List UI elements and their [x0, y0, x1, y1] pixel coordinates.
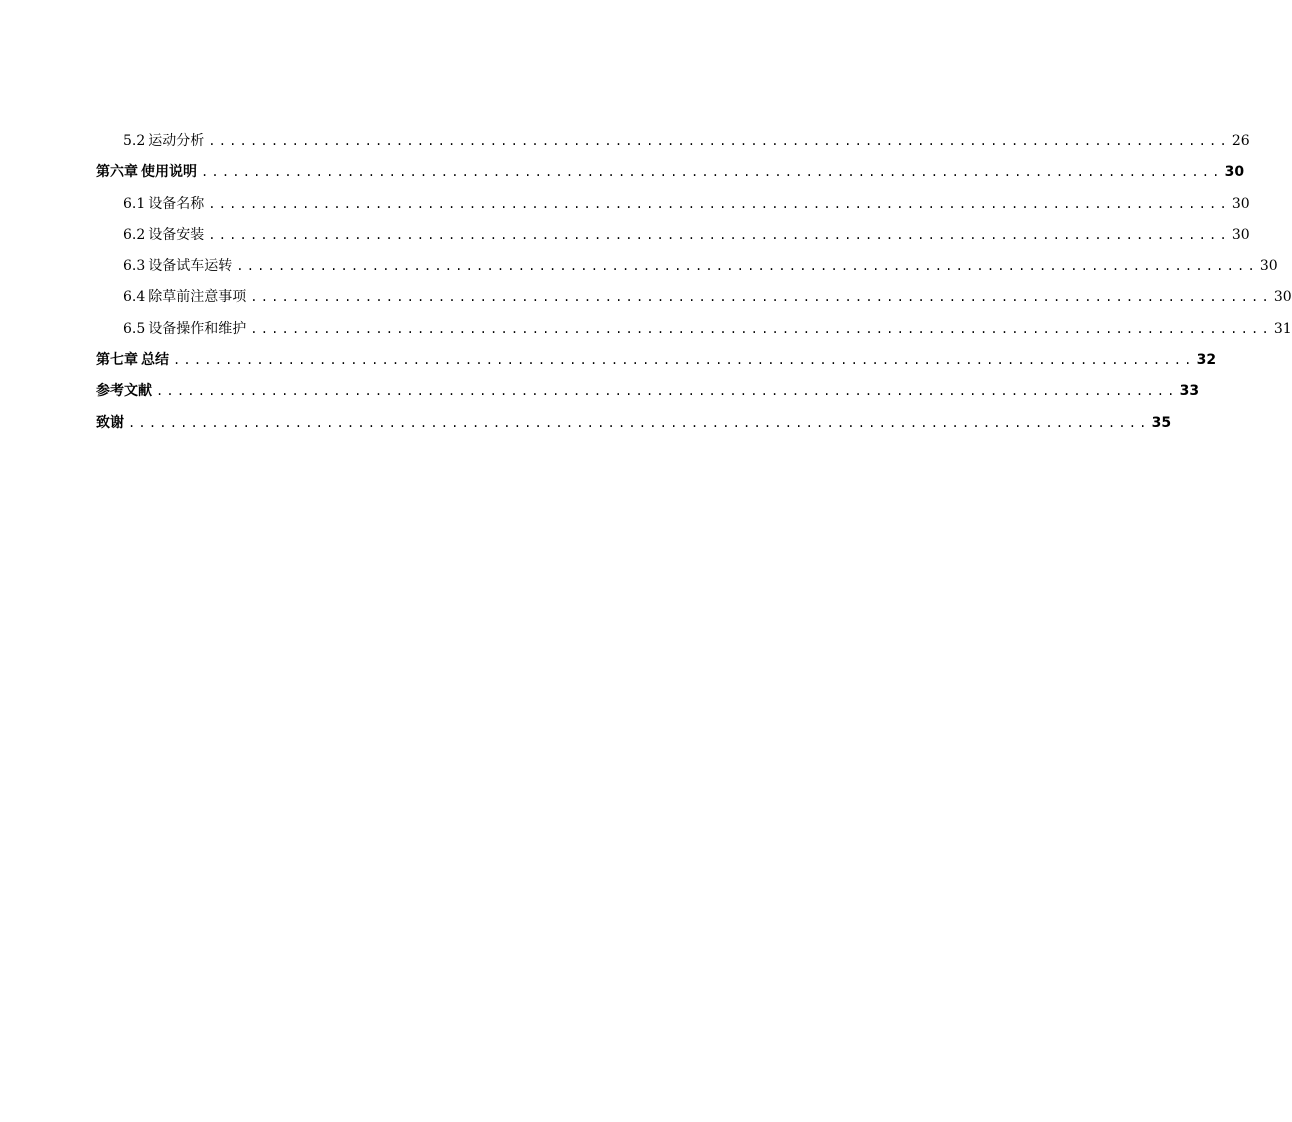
toc-entry-6-5[interactable]: [96, 316, 1292, 347]
toc-entry-page: 30: [1231, 195, 1250, 212]
toc-entry-page: 33: [1179, 383, 1200, 400]
toc-entry-title: 运动分析: [148, 133, 205, 149]
dot-leader: ..................................................................................................: [128, 415, 1150, 430]
toc-entry-6-4[interactable]: [96, 284, 1292, 315]
toc-entry-title: 除草前注意事项: [148, 289, 247, 306]
toc-entry-title: 致谢: [96, 414, 124, 431]
toc-entry-title: 设备操作和维护: [148, 320, 247, 337]
toc-entry-number: 6.3: [123, 258, 146, 275]
toc-entry-page: 30: [1224, 164, 1245, 181]
toc-entry-number: 5.2: [123, 133, 146, 149]
toc-entry-number: 6.4: [123, 289, 146, 306]
toc-entry-acknowledgements[interactable]: [96, 410, 1172, 441]
toc-entry-6-1[interactable]: [96, 191, 1250, 222]
toc-entry-references[interactable]: [96, 378, 1200, 409]
dot-leader: ..................................................................................................: [208, 196, 1230, 211]
toc-entry-chapter-7[interactable]: [96, 347, 1217, 378]
dot-leader: ..................................................................................................: [208, 134, 1230, 148]
toc-entry-6-3[interactable]: [96, 253, 1278, 284]
toc-entry-5-2[interactable]: [96, 128, 1250, 159]
toc-entry-number: 6.2: [123, 226, 146, 243]
toc-entry-title: 设备安装: [148, 226, 205, 243]
toc-entry-page: 35: [1151, 414, 1172, 431]
toc-entry-page: 30: [1273, 289, 1292, 306]
toc-entry-title: 参考文献: [96, 383, 152, 400]
toc-entry-title: 设备试车运转: [148, 258, 233, 275]
toc-entry-number: 第七章: [96, 352, 138, 369]
toc-entry-chapter-6[interactable]: [96, 159, 1245, 190]
dot-leader: ..................................................................................................: [236, 259, 1258, 274]
dot-leader: ..................................................................................................: [201, 165, 1223, 180]
toc-entry-page: 30: [1231, 226, 1250, 243]
toc-entry-number: 第六章: [96, 164, 138, 181]
toc-entry-6-2[interactable]: [96, 222, 1250, 253]
dot-leader: ..................................................................................................: [156, 384, 1178, 399]
toc-entry-number: 6.1: [123, 195, 146, 212]
table-of-contents: [96, 128, 1292, 441]
toc-entry-number: 6.5: [123, 320, 146, 337]
toc-entry-page: 32: [1196, 352, 1217, 369]
toc-entry-page: 26: [1231, 133, 1250, 149]
dot-leader: ..................................................................................................: [173, 353, 1195, 368]
toc-entry-title: 总结: [141, 352, 169, 369]
dot-leader: ..................................................................................................: [208, 227, 1230, 242]
toc-entry-title: 设备名称: [148, 195, 205, 212]
toc-entry-page: 30: [1259, 258, 1278, 275]
toc-entry-title: 使用说明: [141, 164, 197, 181]
toc-entry-page: 31: [1273, 320, 1292, 337]
dot-leader: ..................................................................................................: [250, 290, 1272, 305]
dot-leader: ..................................................................................................: [250, 321, 1272, 336]
